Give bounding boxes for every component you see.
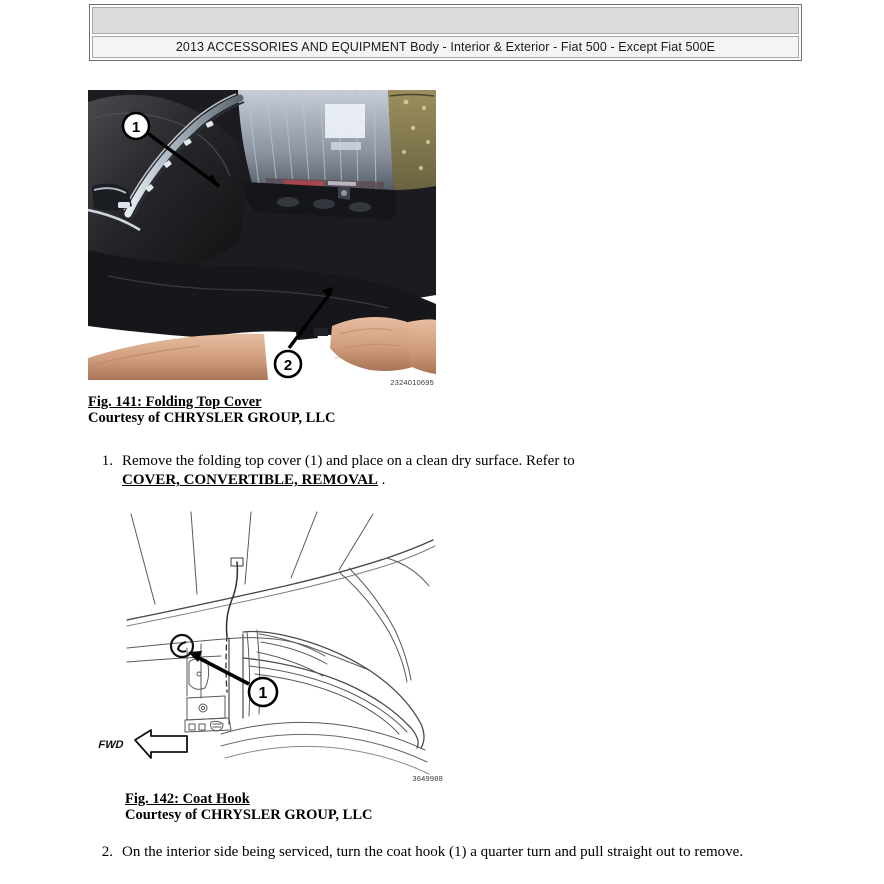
figure-141-courtesy: Courtesy of CHRYSLER GROUP, LLC	[88, 409, 336, 426]
step-1-text-before: Remove the folding top cover (1) and place on a clean dry surface. Refer to	[122, 453, 575, 469]
step-2-number: 2.	[101, 844, 113, 860]
header-toolbar-row	[92, 7, 799, 34]
fwd-direction-arrow	[97, 730, 187, 758]
fwd-label: FWD	[96, 739, 125, 751]
figure-142-caption	[125, 792, 435, 823]
coat-hook-detail	[171, 635, 193, 657]
step-1-text-after: .	[377, 472, 386, 488]
step-1-cross-reference-link[interactable]: COVER, CONVERTIBLE, REMOVAL	[122, 472, 378, 488]
figure-141-artwork	[88, 90, 436, 393]
figure-141-caption	[88, 395, 436, 426]
header-title-row	[92, 36, 799, 58]
figure-142	[96, 512, 443, 823]
step-item-2	[96, 843, 804, 862]
step-1-number: 1.	[101, 453, 113, 469]
svg-text:2: 2	[283, 357, 293, 374]
page-title: 2013 ACCESSORIES AND EQUIPMENT Body - Interior & Exterior - Fiat 500 - Except Fiat 500E	[175, 40, 716, 54]
svg-text:1: 1	[258, 685, 268, 702]
step-2-text: On the interior side being serviced, turn the coat hook (1) a quarter turn and pull straight out to remove.	[122, 844, 744, 860]
figure-141-image-number: 2324010695	[390, 378, 434, 387]
figure-141	[88, 90, 436, 426]
svg-text:1: 1	[131, 119, 141, 136]
figure-142-image-number: 3649988	[412, 774, 443, 783]
step-1-text	[122, 452, 804, 490]
figure-142-artwork	[96, 512, 443, 790]
step-item-1	[96, 452, 804, 490]
figure-142-courtesy: Courtesy of CHRYSLER GROUP, LLC	[125, 806, 373, 823]
figure-141-title: Fig. 141: Folding Top Cover	[88, 394, 262, 410]
document-header-banner	[89, 4, 802, 61]
figure-142-title: Fig. 142: Coat Hook	[125, 791, 250, 807]
